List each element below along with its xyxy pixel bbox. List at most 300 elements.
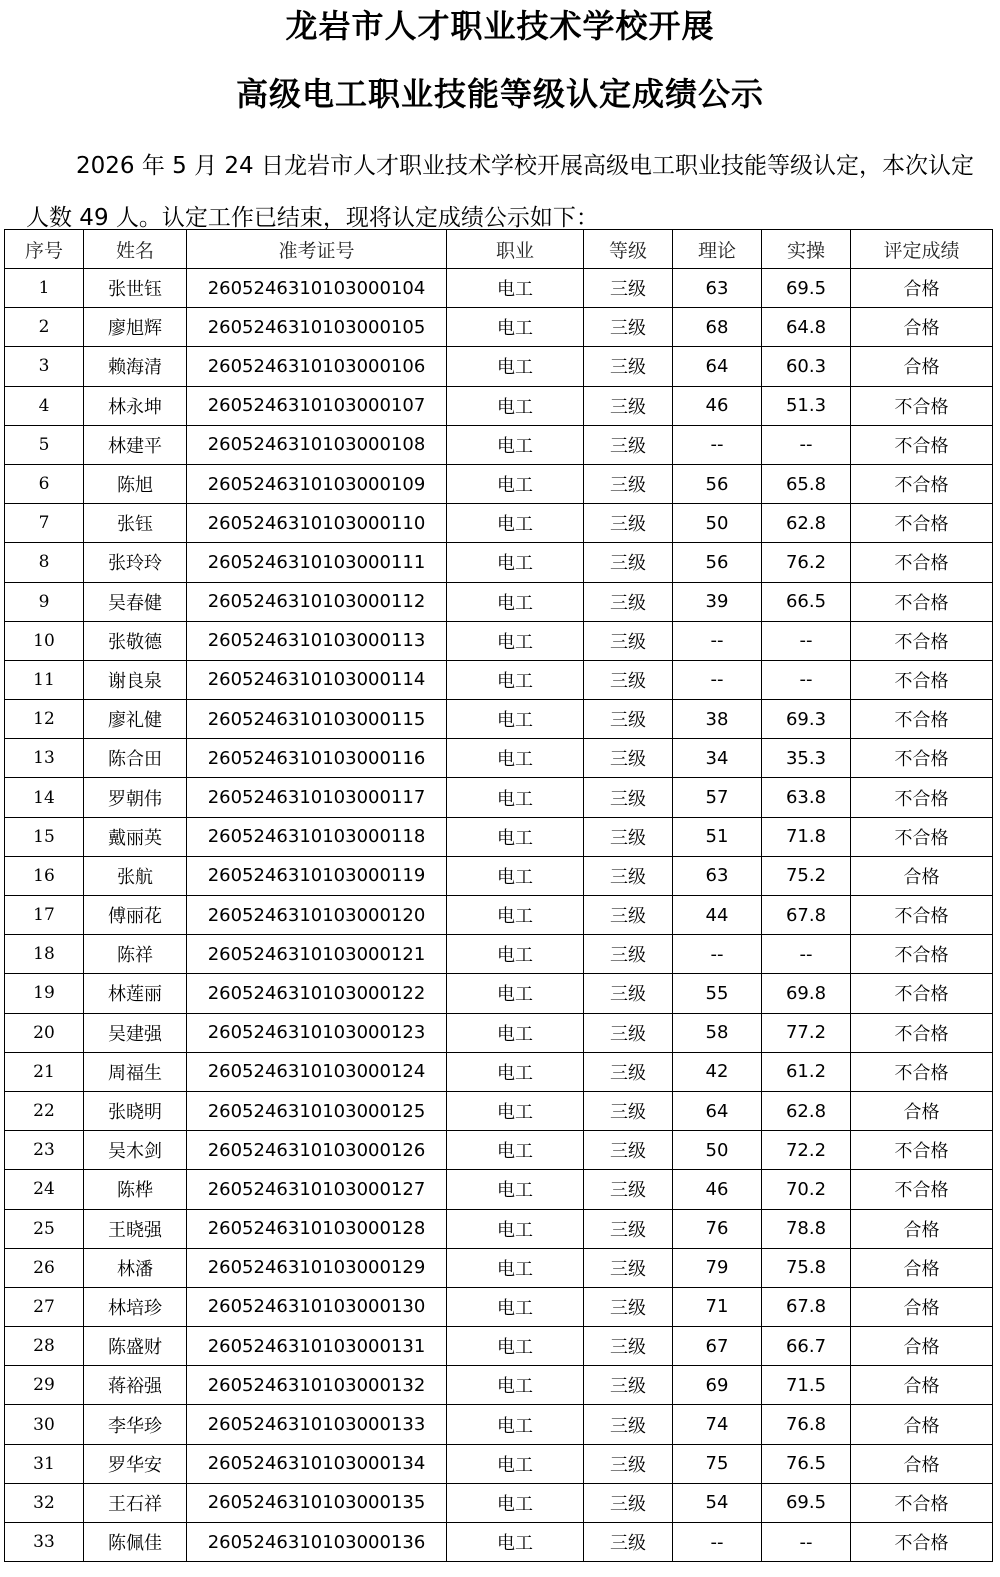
exam-id-cell: 2605246310103000106 bbox=[187, 347, 447, 386]
header-practice: 实操 bbox=[762, 230, 851, 269]
level-cell: 三级 bbox=[584, 1209, 673, 1248]
occupation-cell: 电工 bbox=[447, 1327, 584, 1366]
exam-id-cell: 2605246310103000109 bbox=[187, 464, 447, 503]
level-cell: 三级 bbox=[584, 739, 673, 778]
occupation-cell: 电工 bbox=[447, 504, 584, 543]
practice-cell: 67.8 bbox=[762, 896, 851, 935]
level-cell: 三级 bbox=[584, 347, 673, 386]
result-cell: 不合格 bbox=[851, 778, 993, 817]
name-cell: 傅丽花 bbox=[84, 896, 187, 935]
name-cell: 戴丽英 bbox=[84, 817, 187, 856]
result-cell: 不合格 bbox=[851, 1052, 993, 1091]
level-cell: 三级 bbox=[584, 308, 673, 347]
result-cell: 不合格 bbox=[851, 543, 993, 582]
occupation-cell: 电工 bbox=[447, 308, 584, 347]
table-body bbox=[5, 269, 993, 1562]
exam-id-cell: 2605246310103000116 bbox=[187, 739, 447, 778]
level-cell: 三级 bbox=[584, 1483, 673, 1522]
result-cell: 不合格 bbox=[851, 896, 993, 935]
name-cell: 吴春健 bbox=[84, 582, 187, 621]
theory-cell: 68 bbox=[673, 308, 762, 347]
name-cell: 林建平 bbox=[84, 425, 187, 464]
exam-id-cell: 2605246310103000108 bbox=[187, 425, 447, 464]
occupation-cell: 电工 bbox=[447, 1523, 584, 1562]
index-cell: 17 bbox=[5, 896, 84, 935]
practice-cell: 62.8 bbox=[762, 1091, 851, 1130]
name-cell: 吴建强 bbox=[84, 1013, 187, 1052]
occupation-cell: 电工 bbox=[447, 1091, 584, 1130]
theory-cell: 69 bbox=[673, 1366, 762, 1405]
practice-cell: -- bbox=[762, 621, 851, 660]
index-cell: 8 bbox=[5, 543, 84, 582]
result-cell: 不合格 bbox=[851, 1131, 993, 1170]
level-cell: 三级 bbox=[584, 896, 673, 935]
index-cell: 27 bbox=[5, 1287, 84, 1326]
theory-cell: 39 bbox=[673, 582, 762, 621]
result-cell: 合格 bbox=[851, 308, 993, 347]
name-cell: 廖礼健 bbox=[84, 700, 187, 739]
level-cell: 三级 bbox=[584, 1287, 673, 1326]
name-cell: 林永坤 bbox=[84, 386, 187, 425]
exam-id-cell: 2605246310103000122 bbox=[187, 974, 447, 1013]
table-row bbox=[5, 660, 993, 699]
level-cell: 三级 bbox=[584, 817, 673, 856]
theory-cell: 71 bbox=[673, 1287, 762, 1326]
level-cell: 三级 bbox=[584, 1131, 673, 1170]
theory-cell: 64 bbox=[673, 347, 762, 386]
index-cell: 25 bbox=[5, 1209, 84, 1248]
index-cell: 30 bbox=[5, 1405, 84, 1444]
occupation-cell: 电工 bbox=[447, 739, 584, 778]
table-row bbox=[5, 1444, 993, 1483]
theory-cell: 44 bbox=[673, 896, 762, 935]
result-cell: 不合格 bbox=[851, 1013, 993, 1052]
theory-cell: -- bbox=[673, 425, 762, 464]
practice-cell: -- bbox=[762, 660, 851, 699]
table-row bbox=[5, 700, 993, 739]
index-cell: 21 bbox=[5, 1052, 84, 1091]
level-cell: 三级 bbox=[584, 425, 673, 464]
occupation-cell: 电工 bbox=[447, 425, 584, 464]
theory-cell: 34 bbox=[673, 739, 762, 778]
exam-id-cell: 2605246310103000132 bbox=[187, 1366, 447, 1405]
name-cell: 张航 bbox=[84, 856, 187, 895]
index-cell: 3 bbox=[5, 347, 84, 386]
index-cell: 22 bbox=[5, 1091, 84, 1130]
theory-cell: 58 bbox=[673, 1013, 762, 1052]
practice-cell: 60.3 bbox=[762, 347, 851, 386]
practice-cell: 76.8 bbox=[762, 1405, 851, 1444]
table-row bbox=[5, 778, 993, 817]
practice-cell: 72.2 bbox=[762, 1131, 851, 1170]
level-cell: 三级 bbox=[584, 1366, 673, 1405]
name-cell: 李华珍 bbox=[84, 1405, 187, 1444]
level-cell: 三级 bbox=[584, 778, 673, 817]
result-cell: 合格 bbox=[851, 856, 993, 895]
name-cell: 罗华安 bbox=[84, 1444, 187, 1483]
theory-cell: 54 bbox=[673, 1483, 762, 1522]
practice-cell: 71.8 bbox=[762, 817, 851, 856]
level-cell: 三级 bbox=[584, 464, 673, 503]
name-cell: 廖旭辉 bbox=[84, 308, 187, 347]
level-cell: 三级 bbox=[584, 1170, 673, 1209]
header-result: 评定成绩 bbox=[851, 230, 993, 269]
level-cell: 三级 bbox=[584, 1248, 673, 1287]
practice-cell: 78.8 bbox=[762, 1209, 851, 1248]
practice-cell: 64.8 bbox=[762, 308, 851, 347]
practice-cell: 77.2 bbox=[762, 1013, 851, 1052]
practice-cell: 69.5 bbox=[762, 269, 851, 308]
index-cell: 1 bbox=[5, 269, 84, 308]
name-cell: 陈合田 bbox=[84, 739, 187, 778]
result-cell: 合格 bbox=[851, 1287, 993, 1326]
name-cell: 陈旭 bbox=[84, 464, 187, 503]
theory-cell: 79 bbox=[673, 1248, 762, 1287]
table-row bbox=[5, 582, 993, 621]
name-cell: 林培珍 bbox=[84, 1287, 187, 1326]
exam-id-cell: 2605246310103000120 bbox=[187, 896, 447, 935]
level-cell: 三级 bbox=[584, 386, 673, 425]
index-cell: 2 bbox=[5, 308, 84, 347]
table-row bbox=[5, 739, 993, 778]
index-cell: 20 bbox=[5, 1013, 84, 1052]
practice-cell: 67.8 bbox=[762, 1287, 851, 1326]
exam-id-cell: 2605246310103000119 bbox=[187, 856, 447, 895]
exam-id-cell: 2605246310103000115 bbox=[187, 700, 447, 739]
theory-cell: 50 bbox=[673, 1131, 762, 1170]
result-cell: 不合格 bbox=[851, 425, 993, 464]
occupation-cell: 电工 bbox=[447, 817, 584, 856]
theory-cell: 64 bbox=[673, 1091, 762, 1130]
theory-cell: 67 bbox=[673, 1327, 762, 1366]
result-cell: 合格 bbox=[851, 1444, 993, 1483]
index-cell: 11 bbox=[5, 660, 84, 699]
exam-id-cell: 2605246310103000107 bbox=[187, 386, 447, 425]
index-cell: 28 bbox=[5, 1327, 84, 1366]
name-cell: 吴木剑 bbox=[84, 1131, 187, 1170]
result-cell: 不合格 bbox=[851, 464, 993, 503]
theory-cell: 38 bbox=[673, 700, 762, 739]
level-cell: 三级 bbox=[584, 621, 673, 660]
header-name: 姓名 bbox=[84, 230, 187, 269]
exam-id-cell: 2605246310103000135 bbox=[187, 1483, 447, 1522]
index-cell: 23 bbox=[5, 1131, 84, 1170]
exam-id-cell: 2605246310103000129 bbox=[187, 1248, 447, 1287]
header-level: 等级 bbox=[584, 230, 673, 269]
result-cell: 不合格 bbox=[851, 817, 993, 856]
level-cell: 三级 bbox=[584, 700, 673, 739]
exam-id-cell: 2605246310103000104 bbox=[187, 269, 447, 308]
level-cell: 三级 bbox=[584, 269, 673, 308]
table-row bbox=[5, 1405, 993, 1444]
table-row bbox=[5, 504, 993, 543]
practice-cell: 76.5 bbox=[762, 1444, 851, 1483]
exam-id-cell: 2605246310103000117 bbox=[187, 778, 447, 817]
occupation-cell: 电工 bbox=[447, 582, 584, 621]
exam-id-cell: 2605246310103000121 bbox=[187, 935, 447, 974]
result-cell: 合格 bbox=[851, 1366, 993, 1405]
name-cell: 张晓明 bbox=[84, 1091, 187, 1130]
practice-cell: 69.8 bbox=[762, 974, 851, 1013]
results-table bbox=[4, 229, 993, 1562]
index-cell: 10 bbox=[5, 621, 84, 660]
table-row bbox=[5, 1483, 993, 1522]
name-cell: 张世钰 bbox=[84, 269, 187, 308]
exam-id-cell: 2605246310103000126 bbox=[187, 1131, 447, 1170]
table-row bbox=[5, 935, 993, 974]
theory-cell: 75 bbox=[673, 1444, 762, 1483]
theory-cell: -- bbox=[673, 1523, 762, 1562]
name-cell: 张钰 bbox=[84, 504, 187, 543]
name-cell: 陈佩佳 bbox=[84, 1523, 187, 1562]
result-cell: 不合格 bbox=[851, 1170, 993, 1209]
occupation-cell: 电工 bbox=[447, 1013, 584, 1052]
table-row bbox=[5, 817, 993, 856]
theory-cell: -- bbox=[673, 935, 762, 974]
exam-id-cell: 2605246310103000110 bbox=[187, 504, 447, 543]
level-cell: 三级 bbox=[584, 1327, 673, 1366]
table-row bbox=[5, 1287, 993, 1326]
table-row bbox=[5, 269, 993, 308]
exam-id-cell: 2605246310103000114 bbox=[187, 660, 447, 699]
result-cell: 合格 bbox=[851, 1091, 993, 1130]
theory-cell: -- bbox=[673, 660, 762, 699]
exam-id-cell: 2605246310103000125 bbox=[187, 1091, 447, 1130]
level-cell: 三级 bbox=[584, 856, 673, 895]
practice-cell: -- bbox=[762, 935, 851, 974]
practice-cell: 62.8 bbox=[762, 504, 851, 543]
level-cell: 三级 bbox=[584, 1091, 673, 1130]
practice-cell: 69.5 bbox=[762, 1483, 851, 1522]
result-cell: 不合格 bbox=[851, 582, 993, 621]
exam-id-cell: 2605246310103000118 bbox=[187, 817, 447, 856]
header-occupation: 职业 bbox=[447, 230, 584, 269]
practice-cell: 65.8 bbox=[762, 464, 851, 503]
result-cell: 合格 bbox=[851, 1327, 993, 1366]
level-cell: 三级 bbox=[584, 1523, 673, 1562]
exam-id-cell: 2605246310103000134 bbox=[187, 1444, 447, 1483]
theory-cell: 63 bbox=[673, 269, 762, 308]
theory-cell: 51 bbox=[673, 817, 762, 856]
occupation-cell: 电工 bbox=[447, 660, 584, 699]
occupation-cell: 电工 bbox=[447, 1483, 584, 1522]
occupation-cell: 电工 bbox=[447, 1209, 584, 1248]
index-cell: 29 bbox=[5, 1366, 84, 1405]
table-row bbox=[5, 1013, 993, 1052]
occupation-cell: 电工 bbox=[447, 778, 584, 817]
table-row bbox=[5, 1366, 993, 1405]
theory-cell: 63 bbox=[673, 856, 762, 895]
result-cell: 不合格 bbox=[851, 1523, 993, 1562]
occupation-cell: 电工 bbox=[447, 464, 584, 503]
result-cell: 合格 bbox=[851, 1248, 993, 1287]
name-cell: 王石祥 bbox=[84, 1483, 187, 1522]
table-row bbox=[5, 1523, 993, 1562]
index-cell: 13 bbox=[5, 739, 84, 778]
theory-cell: 50 bbox=[673, 504, 762, 543]
result-cell: 不合格 bbox=[851, 935, 993, 974]
exam-id-cell: 2605246310103000130 bbox=[187, 1287, 447, 1326]
name-cell: 周福生 bbox=[84, 1052, 187, 1091]
exam-id-cell: 2605246310103000133 bbox=[187, 1405, 447, 1444]
practice-cell: 35.3 bbox=[762, 739, 851, 778]
practice-cell: 63.8 bbox=[762, 778, 851, 817]
practice-cell: 66.5 bbox=[762, 582, 851, 621]
name-cell: 赖海清 bbox=[84, 347, 187, 386]
theory-cell: 46 bbox=[673, 386, 762, 425]
exam-id-cell: 2605246310103000123 bbox=[187, 1013, 447, 1052]
name-cell: 陈盛财 bbox=[84, 1327, 187, 1366]
occupation-cell: 电工 bbox=[447, 700, 584, 739]
practice-cell: -- bbox=[762, 425, 851, 464]
level-cell: 三级 bbox=[584, 504, 673, 543]
level-cell: 三级 bbox=[584, 1013, 673, 1052]
header-theory: 理论 bbox=[673, 230, 762, 269]
table-row bbox=[5, 308, 993, 347]
occupation-cell: 电工 bbox=[447, 974, 584, 1013]
theory-cell: 56 bbox=[673, 543, 762, 582]
exam-id-cell: 2605246310103000124 bbox=[187, 1052, 447, 1091]
exam-id-cell: 2605246310103000131 bbox=[187, 1327, 447, 1366]
title-line-1: 龙岩市人才职业技术学校开展 bbox=[285, 7, 715, 45]
practice-cell: 71.5 bbox=[762, 1366, 851, 1405]
name-cell: 林莲丽 bbox=[84, 974, 187, 1013]
practice-cell: 76.2 bbox=[762, 543, 851, 582]
occupation-cell: 电工 bbox=[447, 896, 584, 935]
practice-cell: 75.8 bbox=[762, 1248, 851, 1287]
theory-cell: 76 bbox=[673, 1209, 762, 1248]
result-cell: 合格 bbox=[851, 1405, 993, 1444]
name-cell: 罗朝伟 bbox=[84, 778, 187, 817]
occupation-cell: 电工 bbox=[447, 1444, 584, 1483]
practice-cell: 69.3 bbox=[762, 700, 851, 739]
occupation-cell: 电工 bbox=[447, 1366, 584, 1405]
occupation-cell: 电工 bbox=[447, 386, 584, 425]
index-cell: 6 bbox=[5, 464, 84, 503]
occupation-cell: 电工 bbox=[447, 1131, 584, 1170]
practice-cell: 70.2 bbox=[762, 1170, 851, 1209]
header-exam-id: 准考证号 bbox=[187, 230, 447, 269]
table-row bbox=[5, 425, 993, 464]
level-cell: 三级 bbox=[584, 582, 673, 621]
occupation-cell: 电工 bbox=[447, 1052, 584, 1091]
table-row bbox=[5, 543, 993, 582]
result-cell: 不合格 bbox=[851, 621, 993, 660]
table-row bbox=[5, 347, 993, 386]
index-cell: 32 bbox=[5, 1483, 84, 1522]
index-cell: 7 bbox=[5, 504, 84, 543]
table-row bbox=[5, 386, 993, 425]
level-cell: 三级 bbox=[584, 935, 673, 974]
practice-cell: 75.2 bbox=[762, 856, 851, 895]
result-cell: 不合格 bbox=[851, 660, 993, 699]
level-cell: 三级 bbox=[584, 1444, 673, 1483]
result-cell: 不合格 bbox=[851, 974, 993, 1013]
theory-cell: 56 bbox=[673, 464, 762, 503]
table-row bbox=[5, 621, 993, 660]
name-cell: 陈桦 bbox=[84, 1170, 187, 1209]
occupation-cell: 电工 bbox=[447, 269, 584, 308]
index-cell: 12 bbox=[5, 700, 84, 739]
exam-id-cell: 2605246310103000127 bbox=[187, 1170, 447, 1209]
name-cell: 张敬德 bbox=[84, 621, 187, 660]
index-cell: 19 bbox=[5, 974, 84, 1013]
index-cell: 14 bbox=[5, 778, 84, 817]
occupation-cell: 电工 bbox=[447, 856, 584, 895]
intro-paragraph: 2026 年 5 月 24 日龙岩市人才职业技术学校开展高级电工职业技能等级认定，本次认定人数 49 人。认定工作已结束，现将认定成绩公示如下： bbox=[26, 153, 974, 231]
table-row bbox=[5, 1248, 993, 1287]
exam-id-cell: 2605246310103000136 bbox=[187, 1523, 447, 1562]
table-row bbox=[5, 856, 993, 895]
level-cell: 三级 bbox=[584, 1052, 673, 1091]
theory-cell: 42 bbox=[673, 1052, 762, 1091]
theory-cell: 46 bbox=[673, 1170, 762, 1209]
practice-cell: 51.3 bbox=[762, 386, 851, 425]
table-row bbox=[5, 464, 993, 503]
table-row bbox=[5, 1052, 993, 1091]
theory-cell: 74 bbox=[673, 1405, 762, 1444]
exam-id-cell: 2605246310103000111 bbox=[187, 543, 447, 582]
name-cell: 蒋裕强 bbox=[84, 1366, 187, 1405]
occupation-cell: 电工 bbox=[447, 1287, 584, 1326]
table-row bbox=[5, 896, 993, 935]
name-cell: 谢良泉 bbox=[84, 660, 187, 699]
exam-id-cell: 2605246310103000112 bbox=[187, 582, 447, 621]
result-cell: 不合格 bbox=[851, 739, 993, 778]
table-row bbox=[5, 1170, 993, 1209]
name-cell: 陈祥 bbox=[84, 935, 187, 974]
index-cell: 18 bbox=[5, 935, 84, 974]
practice-cell: -- bbox=[762, 1523, 851, 1562]
index-cell: 31 bbox=[5, 1444, 84, 1483]
practice-cell: 61.2 bbox=[762, 1052, 851, 1091]
index-cell: 15 bbox=[5, 817, 84, 856]
result-cell: 不合格 bbox=[851, 700, 993, 739]
occupation-cell: 电工 bbox=[447, 1170, 584, 1209]
index-cell: 4 bbox=[5, 386, 84, 425]
name-cell: 张玲玲 bbox=[84, 543, 187, 582]
result-cell: 合格 bbox=[851, 1209, 993, 1248]
result-cell: 合格 bbox=[851, 269, 993, 308]
level-cell: 三级 bbox=[584, 974, 673, 1013]
index-cell: 5 bbox=[5, 425, 84, 464]
title-line-2: 高级电工职业技能等级认定成绩公示 bbox=[235, 75, 764, 113]
theory-cell: 55 bbox=[673, 974, 762, 1013]
index-cell: 9 bbox=[5, 582, 84, 621]
theory-cell: -- bbox=[673, 621, 762, 660]
table-row bbox=[5, 1091, 993, 1130]
index-cell: 26 bbox=[5, 1248, 84, 1287]
table-row bbox=[5, 1131, 993, 1170]
exam-id-cell: 2605246310103000113 bbox=[187, 621, 447, 660]
level-cell: 三级 bbox=[584, 543, 673, 582]
name-cell: 王晓强 bbox=[84, 1209, 187, 1248]
name-cell: 林潘 bbox=[84, 1248, 187, 1287]
table-row bbox=[5, 1327, 993, 1366]
result-cell: 不合格 bbox=[851, 386, 993, 425]
exam-id-cell: 2605246310103000128 bbox=[187, 1209, 447, 1248]
table-row bbox=[5, 974, 993, 1013]
result-cell: 不合格 bbox=[851, 1483, 993, 1522]
practice-cell: 66.7 bbox=[762, 1327, 851, 1366]
occupation-cell: 电工 bbox=[447, 621, 584, 660]
table-row bbox=[5, 1209, 993, 1248]
exam-id-cell: 2605246310103000105 bbox=[187, 308, 447, 347]
occupation-cell: 电工 bbox=[447, 543, 584, 582]
level-cell: 三级 bbox=[584, 1405, 673, 1444]
index-cell: 24 bbox=[5, 1170, 84, 1209]
occupation-cell: 电工 bbox=[447, 1248, 584, 1287]
